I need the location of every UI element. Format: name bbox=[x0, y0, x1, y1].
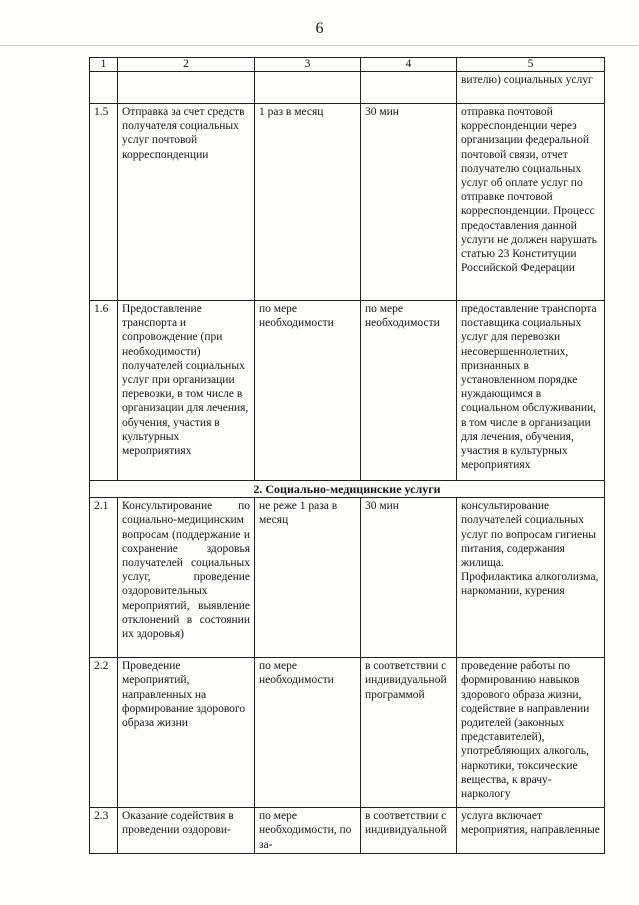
table-row-2-1 bbox=[90, 498, 605, 658]
cell-num: 1.5 bbox=[90, 104, 118, 301]
page-number: 6 bbox=[315, 20, 324, 37]
section-heading-row bbox=[90, 481, 605, 498]
column-number: 4 bbox=[361, 58, 457, 72]
cell-name bbox=[118, 72, 255, 104]
cell-description: проведение работы по формированию навыков здорового образа жизни, содействие в направлении родителей (законных представителей), употребляющих алкоголь, наркотики, токсические вещества, к врачу-наркологу bbox=[457, 658, 605, 808]
cell-description: услуга включает мероприятия, направленные bbox=[457, 808, 605, 854]
cell-name: Отправка за счет средств получателя социальных услуг почтовой корреспонденции bbox=[118, 104, 255, 301]
cell-num: 1.6 bbox=[90, 301, 118, 481]
cell-description: вителю) социальных услуг bbox=[457, 72, 605, 104]
column-number: 3 bbox=[255, 58, 361, 72]
cell-duration: в соответствии с индивидуальной программой bbox=[361, 658, 457, 808]
cell-duration bbox=[361, 72, 457, 104]
cell-num: 2.1 bbox=[90, 498, 118, 658]
table-row-1-5 bbox=[90, 104, 605, 301]
cell-duration: в соответствии с индивидуальной bbox=[361, 808, 457, 854]
cell-num: 2.2 bbox=[90, 658, 118, 808]
description-text: консультирование получателей социальных услуг по вопросам гигиены питания, содержания жилища. bbox=[461, 500, 596, 570]
table-row-1-6 bbox=[90, 301, 605, 481]
column-number: 5 bbox=[457, 58, 605, 72]
cell-description: отправка почтовой корреспонденции через организации федеральной почтовой связи, отчет получателю социальных услуг об оплате услуг по отправке почтовой корреспонденции. Процесс предоставления данной услуги не должен нарушать статью 23 Конституции Российской Федерации bbox=[457, 104, 605, 301]
cell-description bbox=[457, 498, 605, 658]
section-title: 2. Социально-медицинские услуги bbox=[90, 481, 605, 498]
cell-description: предоставление транспорта поставщика социальных услуг для перевозки несовершеннолетних, признанных в установленном порядке нуждающимся в социальном обслуживании, в том числе в организации для лечения, обучения, участия в культурных мероприятиях bbox=[457, 301, 605, 481]
cell-name: Проведение мероприятий, направленных на формирование здорового образа жизни bbox=[118, 658, 255, 808]
services-table bbox=[89, 57, 605, 854]
column-number: 1 bbox=[90, 58, 118, 72]
cell-name: Предоставление транспорта и сопровождение (при необходимости) получателей социальных услуг при организации перевозки, в том числе в организации для лечения, обучения, участия в культурных мероприятиях bbox=[118, 301, 255, 481]
cell-frequency: по мере необходимости, по за- bbox=[255, 808, 361, 854]
table-row-2-3 bbox=[90, 808, 605, 854]
cell-name: Консультирование по социально-медицинским вопросам (поддержание и сохранение здоровья получателей социальных услуг, проведение оздоровительных мероприятий, выявление отклонений в состоянии их здоровья) bbox=[118, 498, 255, 658]
table-row-continuation bbox=[90, 72, 605, 104]
cell-num bbox=[90, 72, 118, 104]
description-text-extra: Профилактика алкоголизма, наркомании, курения bbox=[461, 571, 599, 598]
cell-frequency: по мере необходимости bbox=[255, 301, 361, 481]
top-rule bbox=[0, 45, 639, 46]
cell-num: 2.3 bbox=[90, 808, 118, 854]
cell-duration: по мере необходимости bbox=[361, 301, 457, 481]
cell-duration: 30 мин bbox=[361, 498, 457, 658]
cell-frequency: 1 раз в месяц bbox=[255, 104, 361, 301]
column-number-row bbox=[90, 58, 605, 72]
cell-frequency bbox=[255, 72, 361, 104]
cell-frequency: не реже 1 раза в месяц bbox=[255, 498, 361, 658]
cell-name: Оказание содействия в проведении оздорови- bbox=[118, 808, 255, 854]
cell-duration: 30 мин bbox=[361, 104, 457, 301]
cell-frequency: по мере необходимости bbox=[255, 658, 361, 808]
table-row-2-2 bbox=[90, 658, 605, 808]
column-number: 2 bbox=[118, 58, 255, 72]
